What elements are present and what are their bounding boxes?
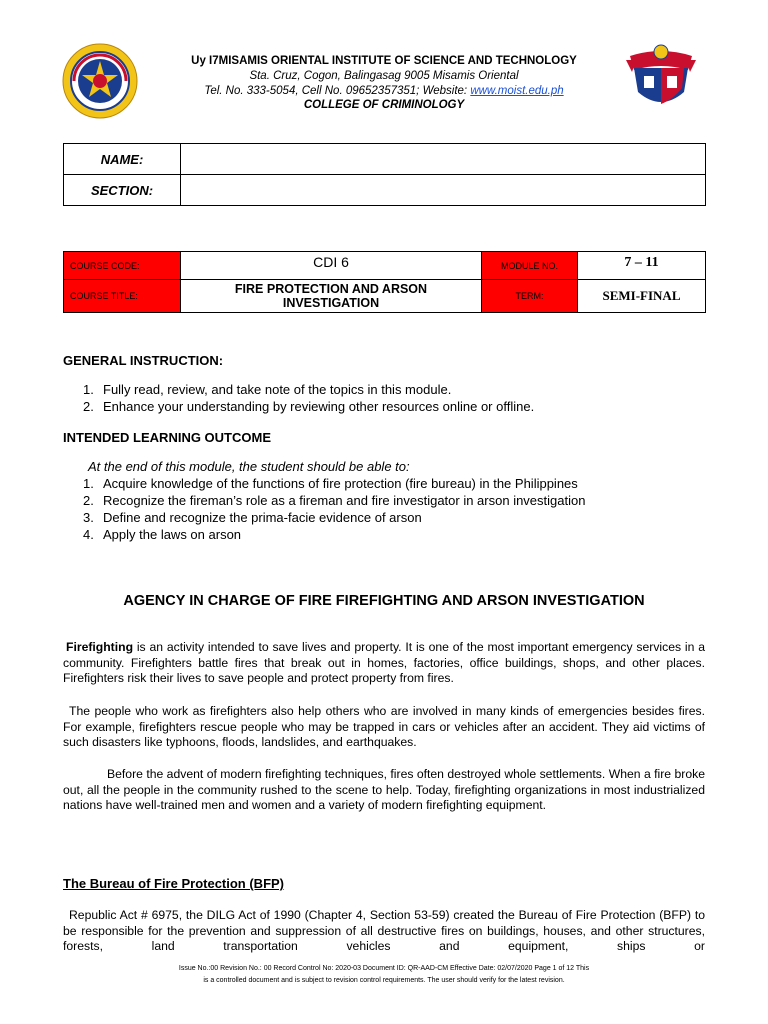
- paragraph-bfp: Republic Act # 6975, the DILG Act of 1990 (Chapter 4, Section 53-59) created the Bureau of Fire Protection (BFP) to be responsible for the prevention and suppression of all destructive fires on buildings, houses, and other structures, forests, land transportation vehicles and equipment, ships or: [63, 908, 705, 954]
- module-no-value: 7 – 11: [578, 252, 706, 280]
- institution-name: Uy I7MISAMIS ORIENTAL INSTITUTE OF SCIENCE AND TECHNOLOGY: [191, 55, 577, 67]
- paragraph-history: Before the advent of modern firefighting techniques, fires often destroyed whole settlements. When a fire broke out, all the people in the community rushed to the scene to help. Today, firefighting organizations in most industrialized nations have well-trained men and women and a variety of modern firefighting equipment.: [63, 767, 705, 813]
- course-title-value: [181, 280, 482, 313]
- list-item: 3. Define and recognize the prima-facie evidence of arson: [83, 510, 422, 525]
- learning-outcome-intro: At the end of this module, the student should be able to:: [88, 459, 410, 474]
- list-item: 2. Enhance your understanding by reviewing other resources online or offline.: [83, 399, 535, 414]
- general-instruction-list: [63, 381, 534, 415]
- name-label: NAME:: [64, 144, 181, 175]
- course-info-table: [63, 251, 706, 313]
- main-heading: AGENCY IN CHARGE OF FIRE FIREFIGHTING AND ARSON INVESTIGATION: [123, 593, 645, 609]
- paragraph-bold-term: Firefighting: [66, 640, 134, 654]
- learning-outcome-list: [63, 475, 585, 543]
- college-name: COLLEGE OF CRIMINOLOGY: [303, 99, 465, 111]
- name-field[interactable]: [181, 144, 706, 175]
- student-info-table: [63, 143, 706, 206]
- paragraph-emergencies: The people who work as firefighters also help others who are involved in many kinds of emergencies besides fires. For example, firefighters rescue people who may be trapped in cars or vehicles after an accident. They aid victims of such disasters like typhoons, floods, landslides, and earthquakes.: [63, 704, 705, 750]
- section-label: SECTION:: [64, 175, 181, 206]
- list-item: 1. Fully read, review, and take note of the topics in this module.: [83, 382, 452, 397]
- website-link[interactable]: www.moist.edu.ph: [470, 85, 564, 97]
- footer-control-info: Issue No.:00 Revision No.: 00 Record Control No: 2020-03 Document ID: QR-AAD-CM Effective Date: 02/07/2020 Page 1 of 12 This: [178, 965, 590, 972]
- general-instruction-heading: GENERAL INSTRUCTION:: [63, 353, 224, 368]
- list-item: 1. Acquire knowledge of the functions of fire protection (fire bureau) in the Philippines: [83, 476, 578, 491]
- term-value: SEMI-FINAL: [578, 280, 706, 313]
- section-field[interactable]: [181, 175, 706, 206]
- module-no-label: MODULE NO.: [482, 252, 578, 280]
- list-item: 4. Apply the laws on arson: [83, 527, 242, 542]
- institution-contact: [0, 85, 768, 97]
- course-code-value: CDI 6: [181, 252, 482, 280]
- institution-address: Sta. Cruz, Cogon, Balingasag 9005 Misamis Oriental: [249, 70, 519, 82]
- learning-outcome-heading: INTENDED LEARNING OUTCOME: [63, 430, 271, 445]
- footer-revision-note: is a controlled document and is subject to revision control requirements. The user should verify for the latest revision.: [203, 977, 565, 984]
- course-title-line2: INVESTIGATION: [282, 296, 380, 310]
- paragraph-firefighting: Firefighting is an activity intended to save lives and property. It is one of the most important emergency services in a community. Firefighters battle fires that break out in homes, factories, office buildings, shops, and other places. Firefighters risk their lives to save people and protect property from fires.: [63, 640, 705, 686]
- bfp-heading: The Bureau of Fire Protection (BFP): [63, 876, 285, 891]
- course-title-line1: FIRE PROTECTION AND ARSON: [234, 282, 428, 296]
- contact-numbers: Tel. No. 333-5054, Cell No. 09652357351; Website:: [204, 85, 471, 97]
- term-label: TERM:: [482, 280, 578, 313]
- list-item: 2. Recognize the fireman’s role as a fireman and fire investigator in arson investigation: [83, 493, 586, 508]
- course-title-label: COURSE TITLE:: [64, 280, 181, 313]
- course-code-label: COURSE CODE:: [64, 252, 181, 280]
